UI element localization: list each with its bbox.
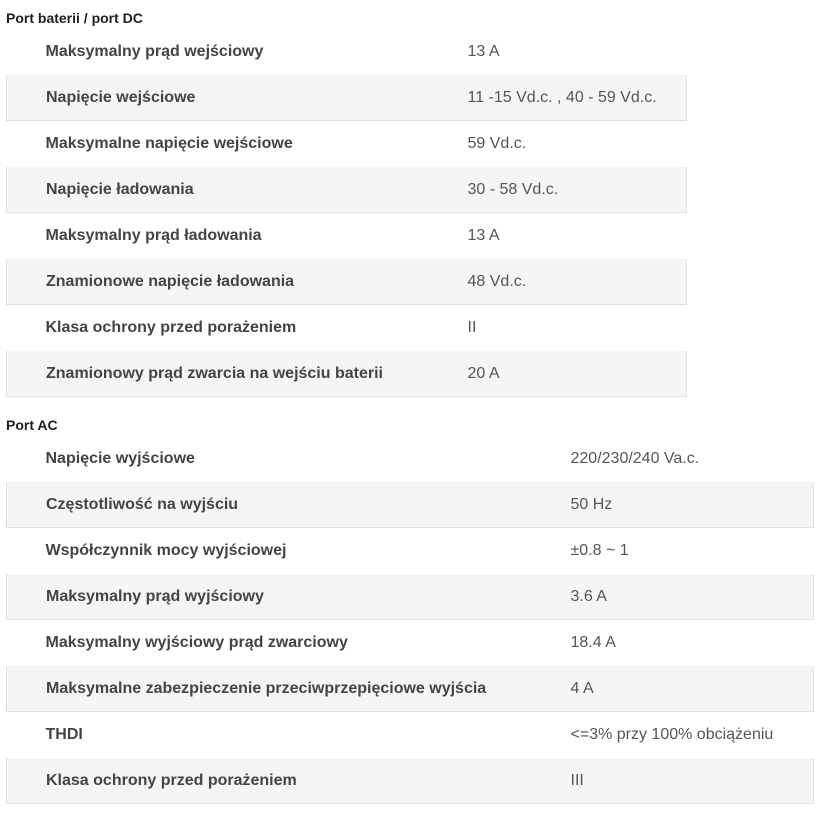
section-title-ac-port: Port AC bbox=[6, 417, 58, 433]
table-row bbox=[7, 620, 814, 666]
spec-value: 18.4 A bbox=[570, 633, 616, 651]
spec-value: II bbox=[467, 318, 477, 336]
table-row bbox=[7, 121, 687, 167]
table-row bbox=[7, 75, 687, 121]
spec-label: Napięcie wejściowe bbox=[7, 75, 468, 121]
spec-value: 50 Hz bbox=[571, 482, 814, 528]
table-row bbox=[7, 213, 687, 259]
spec-value: 59 Vd.c. bbox=[467, 134, 527, 152]
spec-value: 48 Vd.c. bbox=[468, 259, 687, 305]
spec-value: ±0.8 ~ 1 bbox=[570, 541, 629, 559]
spec-label: Maksymalne zabezpieczenie przeciwprzepięciowe wyjścia bbox=[7, 666, 571, 712]
spec-label: Współczynnik mocy wyjściowej bbox=[45, 541, 287, 559]
table-row bbox=[7, 259, 687, 305]
spec-value: 13 A bbox=[467, 42, 500, 60]
spec-label: Maksymalny wyjściowy prąd zwarciowy bbox=[45, 633, 348, 651]
spec-value: 11 -15 Vd.c. , 40 - 59 Vd.c. bbox=[468, 75, 687, 121]
spec-value: 3.6 A bbox=[571, 574, 814, 620]
section-title-battery-dc: Port baterii / port DC bbox=[6, 10, 143, 26]
spec-label: Znamionowe napięcie ładowania bbox=[7, 259, 468, 305]
spec-label: THDI bbox=[45, 725, 83, 743]
spec-table-battery-dc bbox=[6, 28, 687, 397]
table-row bbox=[7, 351, 687, 397]
spec-label: Maksymalny prąd wyjściowy bbox=[7, 574, 571, 620]
spec-label: Maksymalny prąd ładowania bbox=[45, 226, 262, 244]
table-row bbox=[7, 305, 687, 351]
table-row bbox=[7, 29, 687, 75]
spec-label: Klasa ochrony przed porażeniem bbox=[45, 318, 297, 336]
table-row bbox=[7, 758, 814, 804]
table-row bbox=[7, 167, 687, 213]
spec-label: Napięcie ładowania bbox=[7, 167, 468, 213]
spec-value: III bbox=[571, 758, 814, 804]
table-row bbox=[7, 574, 814, 620]
table-row bbox=[7, 482, 814, 528]
spec-label: Częstotliwość na wyjściu bbox=[7, 482, 571, 528]
spec-label: Maksymalne napięcie wejściowe bbox=[45, 134, 293, 152]
table-row bbox=[7, 666, 814, 712]
spec-value: 13 A bbox=[467, 226, 500, 244]
spec-value: 4 A bbox=[571, 666, 814, 712]
spec-label: Napięcie wyjściowe bbox=[45, 449, 195, 467]
spec-value: 20 A bbox=[468, 351, 687, 397]
spec-value: <=3% przy 100% obciążeniu bbox=[570, 725, 774, 743]
spec-table-ac-port bbox=[6, 435, 814, 804]
table-row bbox=[7, 436, 814, 482]
spec-label: Klasa ochrony przed porażeniem bbox=[7, 758, 571, 804]
spec-label: Maksymalny prąd wejściowy bbox=[45, 42, 264, 60]
spec-value: 30 - 58 Vd.c. bbox=[468, 167, 687, 213]
spec-value: 220/230/240 Va.c. bbox=[570, 449, 700, 467]
table-row bbox=[7, 712, 814, 758]
spec-label: Znamionowy prąd zwarcia na wejściu baterii bbox=[7, 351, 468, 397]
table-row bbox=[7, 528, 814, 574]
